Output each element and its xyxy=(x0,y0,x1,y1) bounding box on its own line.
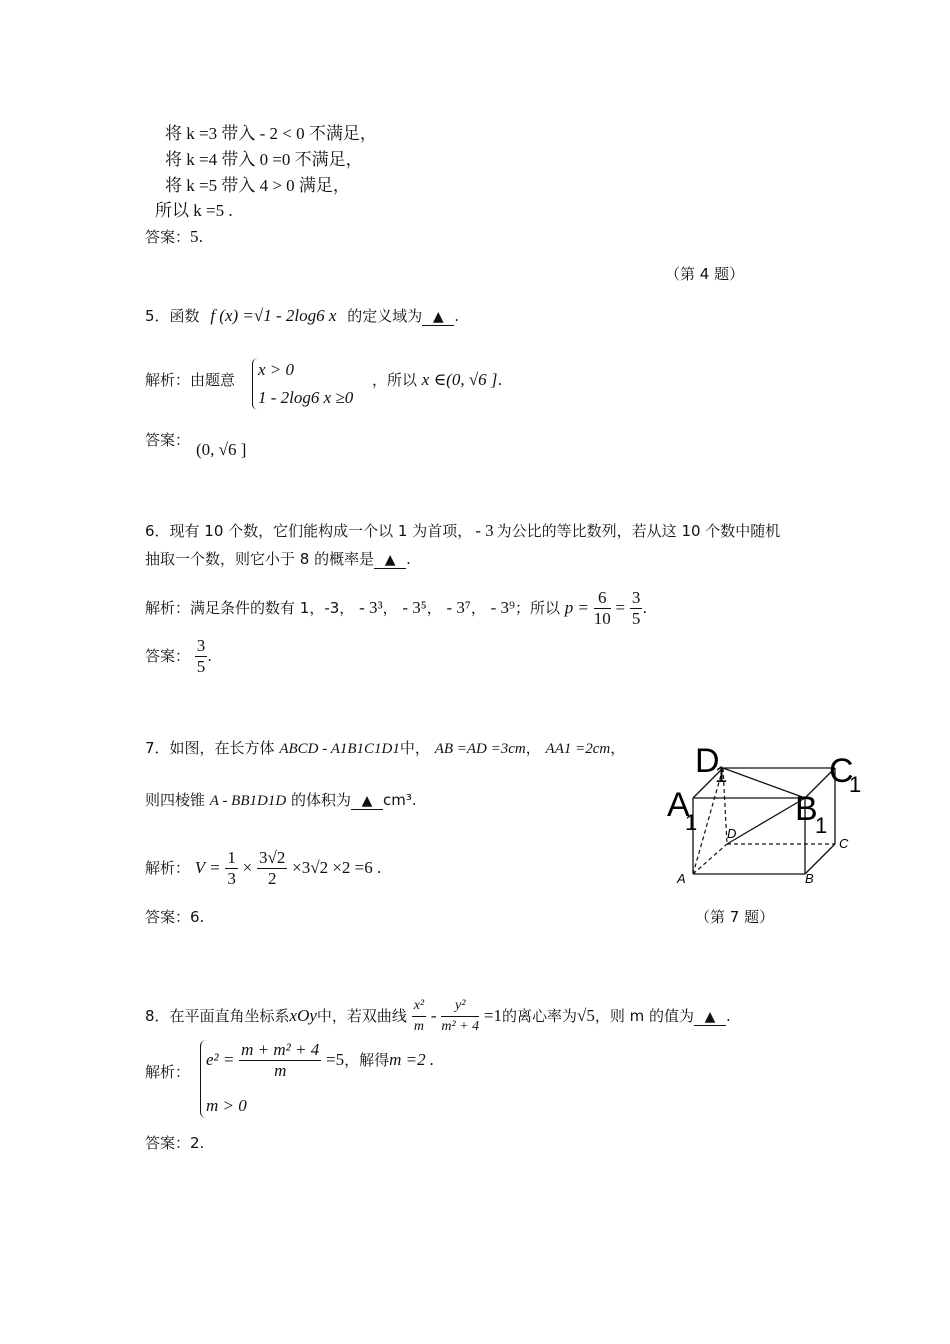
solid-name: ABCD - A1B1C1D1 xyxy=(279,741,400,757)
q5-question: 5．函数 f (x) =√1 - 2log6 x 的定义域为 ▲ . xyxy=(145,306,459,325)
q4-answer: 答案：5. xyxy=(145,227,204,246)
vertex-label-d: D xyxy=(727,826,737,841)
vertex-label-a: A xyxy=(677,871,686,886)
vertex-label-c: C xyxy=(839,836,849,851)
pyramid-name: A - BB1D1D xyxy=(209,793,287,809)
q4-line-2: 将 k =4 带入 0 =0 不满足， xyxy=(165,150,363,169)
answer-label: 答案： xyxy=(145,228,191,246)
condition-1: AB =AD =3cm xyxy=(434,741,526,757)
answer-blank: ▲ xyxy=(351,793,383,810)
answer-blank: ▲ xyxy=(694,1009,726,1026)
q7-caption: （第 7 题） xyxy=(695,908,775,926)
eccentricity: √5 xyxy=(577,1006,595,1025)
q5-analysis-label: 解析：由题意 xyxy=(145,371,236,389)
common-ratio: - 3 xyxy=(475,521,494,540)
q6-question-line-2: 抽取一个数，则它小于 8 的概率是 ▲ . xyxy=(145,550,411,568)
term: - 3⁵ xyxy=(402,598,427,617)
q8-answer: 答案：2. xyxy=(145,1134,205,1152)
svg-text:1: 1 xyxy=(815,813,828,838)
condition-2: AA1 =2cm xyxy=(545,741,611,757)
svg-text:1: 1 xyxy=(685,810,698,835)
cuboid-figure xyxy=(665,738,875,898)
answer-blank: ▲ xyxy=(422,309,454,326)
fraction: $\frac{\text{m + m² + 4}}{m}$ xyxy=(241,1040,320,1080)
q5-answer-label: 答案： xyxy=(145,431,191,449)
domain-formula: f (x) =√1 - 2log6 x xyxy=(210,306,337,325)
answer-blank: ▲ xyxy=(374,552,406,569)
q4-line-1: 将 k =3 带入 - 2 < 0 不满足， xyxy=(165,124,377,143)
svg-text:1: 1 xyxy=(715,762,728,787)
q7-analysis: 解析： V = $\frac{1}{3}$ × $\frac{3√2}{2}$ ×3√2 ×2 =6 . xyxy=(145,848,382,888)
q6-answer: 答案： $\frac{3}{5}$ . xyxy=(145,636,213,676)
q7-question-line-1: 7．如图，在长方体 ABCD - A1B1C1D1中， AB =AD =3cm， AA1 =2cm， xyxy=(145,739,626,757)
q6-analysis: 解析：满足条件的数有 1，-3， - 3³， - 3⁵， - 3⁷， - 3⁹；所以 p = $\frac{6}{10}$ = $\frac{3}{5}$ . xyxy=(145,588,648,628)
q6-question-line-1: 6．现有 10 个数，它们能构成一个以 1 为首项， - 3 为公比的等比数列，若从这 10 个数中随机 xyxy=(145,521,781,540)
fraction: $\frac{3√2}{2}$ xyxy=(259,848,286,888)
vertex-label-d1: D xyxy=(695,742,720,780)
q4-line-4: 所以 k =5 . xyxy=(155,201,233,220)
answer-value: 5 xyxy=(190,227,199,246)
term: - 3³ xyxy=(359,598,383,617)
vertex-label-b: B xyxy=(805,871,814,886)
q5-system-line-1: x > 0 xyxy=(258,360,295,379)
q8-system-line-1: e² = $\frac{\text{m + m² + 4}}{m}$ =5，解得m =2 . xyxy=(206,1040,435,1080)
fraction: $\frac{3}{5}$ xyxy=(631,588,641,628)
vertex-label-c1: C xyxy=(829,752,854,790)
fraction: $\frac{\text{y²}}{\text{m² + 4}}$ xyxy=(441,998,480,1034)
fraction: $\frac{\text{x²}}{m}$ xyxy=(413,998,425,1034)
probability-label: p = xyxy=(564,598,589,617)
q7-answer: 答案：6. xyxy=(145,908,205,926)
coordinate-system: xOy xyxy=(289,1006,317,1025)
vertex-label-a1: A xyxy=(667,786,690,824)
m-result: m =2 . xyxy=(389,1050,435,1069)
fraction: $\frac{6}{10}$ xyxy=(593,588,611,628)
question-prefix: 5．函数 xyxy=(145,307,200,325)
term: - 3⁷ xyxy=(446,598,471,617)
q8-analysis-label: 解析： xyxy=(145,1063,191,1081)
q8-system-line-2: m > 0 xyxy=(206,1096,247,1115)
svg-text:1: 1 xyxy=(849,772,862,797)
question-suffix: 的定义域为 xyxy=(347,307,423,325)
q7-question-line-2: 则四棱锥 A - BB1D1D 的体积为 ▲ cm³. xyxy=(145,791,417,809)
q5-analysis-tail: ，所以 x ∈(0, √6 ]. xyxy=(372,370,503,389)
vertex-label-b1: B xyxy=(795,790,818,828)
q5-answer-value: (0, √6 ] xyxy=(196,440,247,459)
q4-line-3: 将 k =5 带入 4 > 0 满足， xyxy=(165,176,350,195)
answer-fraction: $\frac{3}{5}$ xyxy=(196,636,206,676)
q4-caption: （第 4 题） xyxy=(665,265,745,283)
q8-question: 8．在平面直角坐标系xOy中，若双曲线 $\frac{\text{x²}}{m}$ - $\frac{\text{y²}}{\text{m² + 4}}$ =1的离心率为√5，则 m 的值为 ▲ . xyxy=(145,996,731,1037)
q5-system-line-2: 1 - 2log6 x ≥0 xyxy=(258,388,354,407)
domain-result: x ∈(0, √6 ] xyxy=(421,370,498,389)
fraction: $\frac{1}{3}$ xyxy=(227,848,236,888)
term: - 3⁹ xyxy=(490,598,515,617)
